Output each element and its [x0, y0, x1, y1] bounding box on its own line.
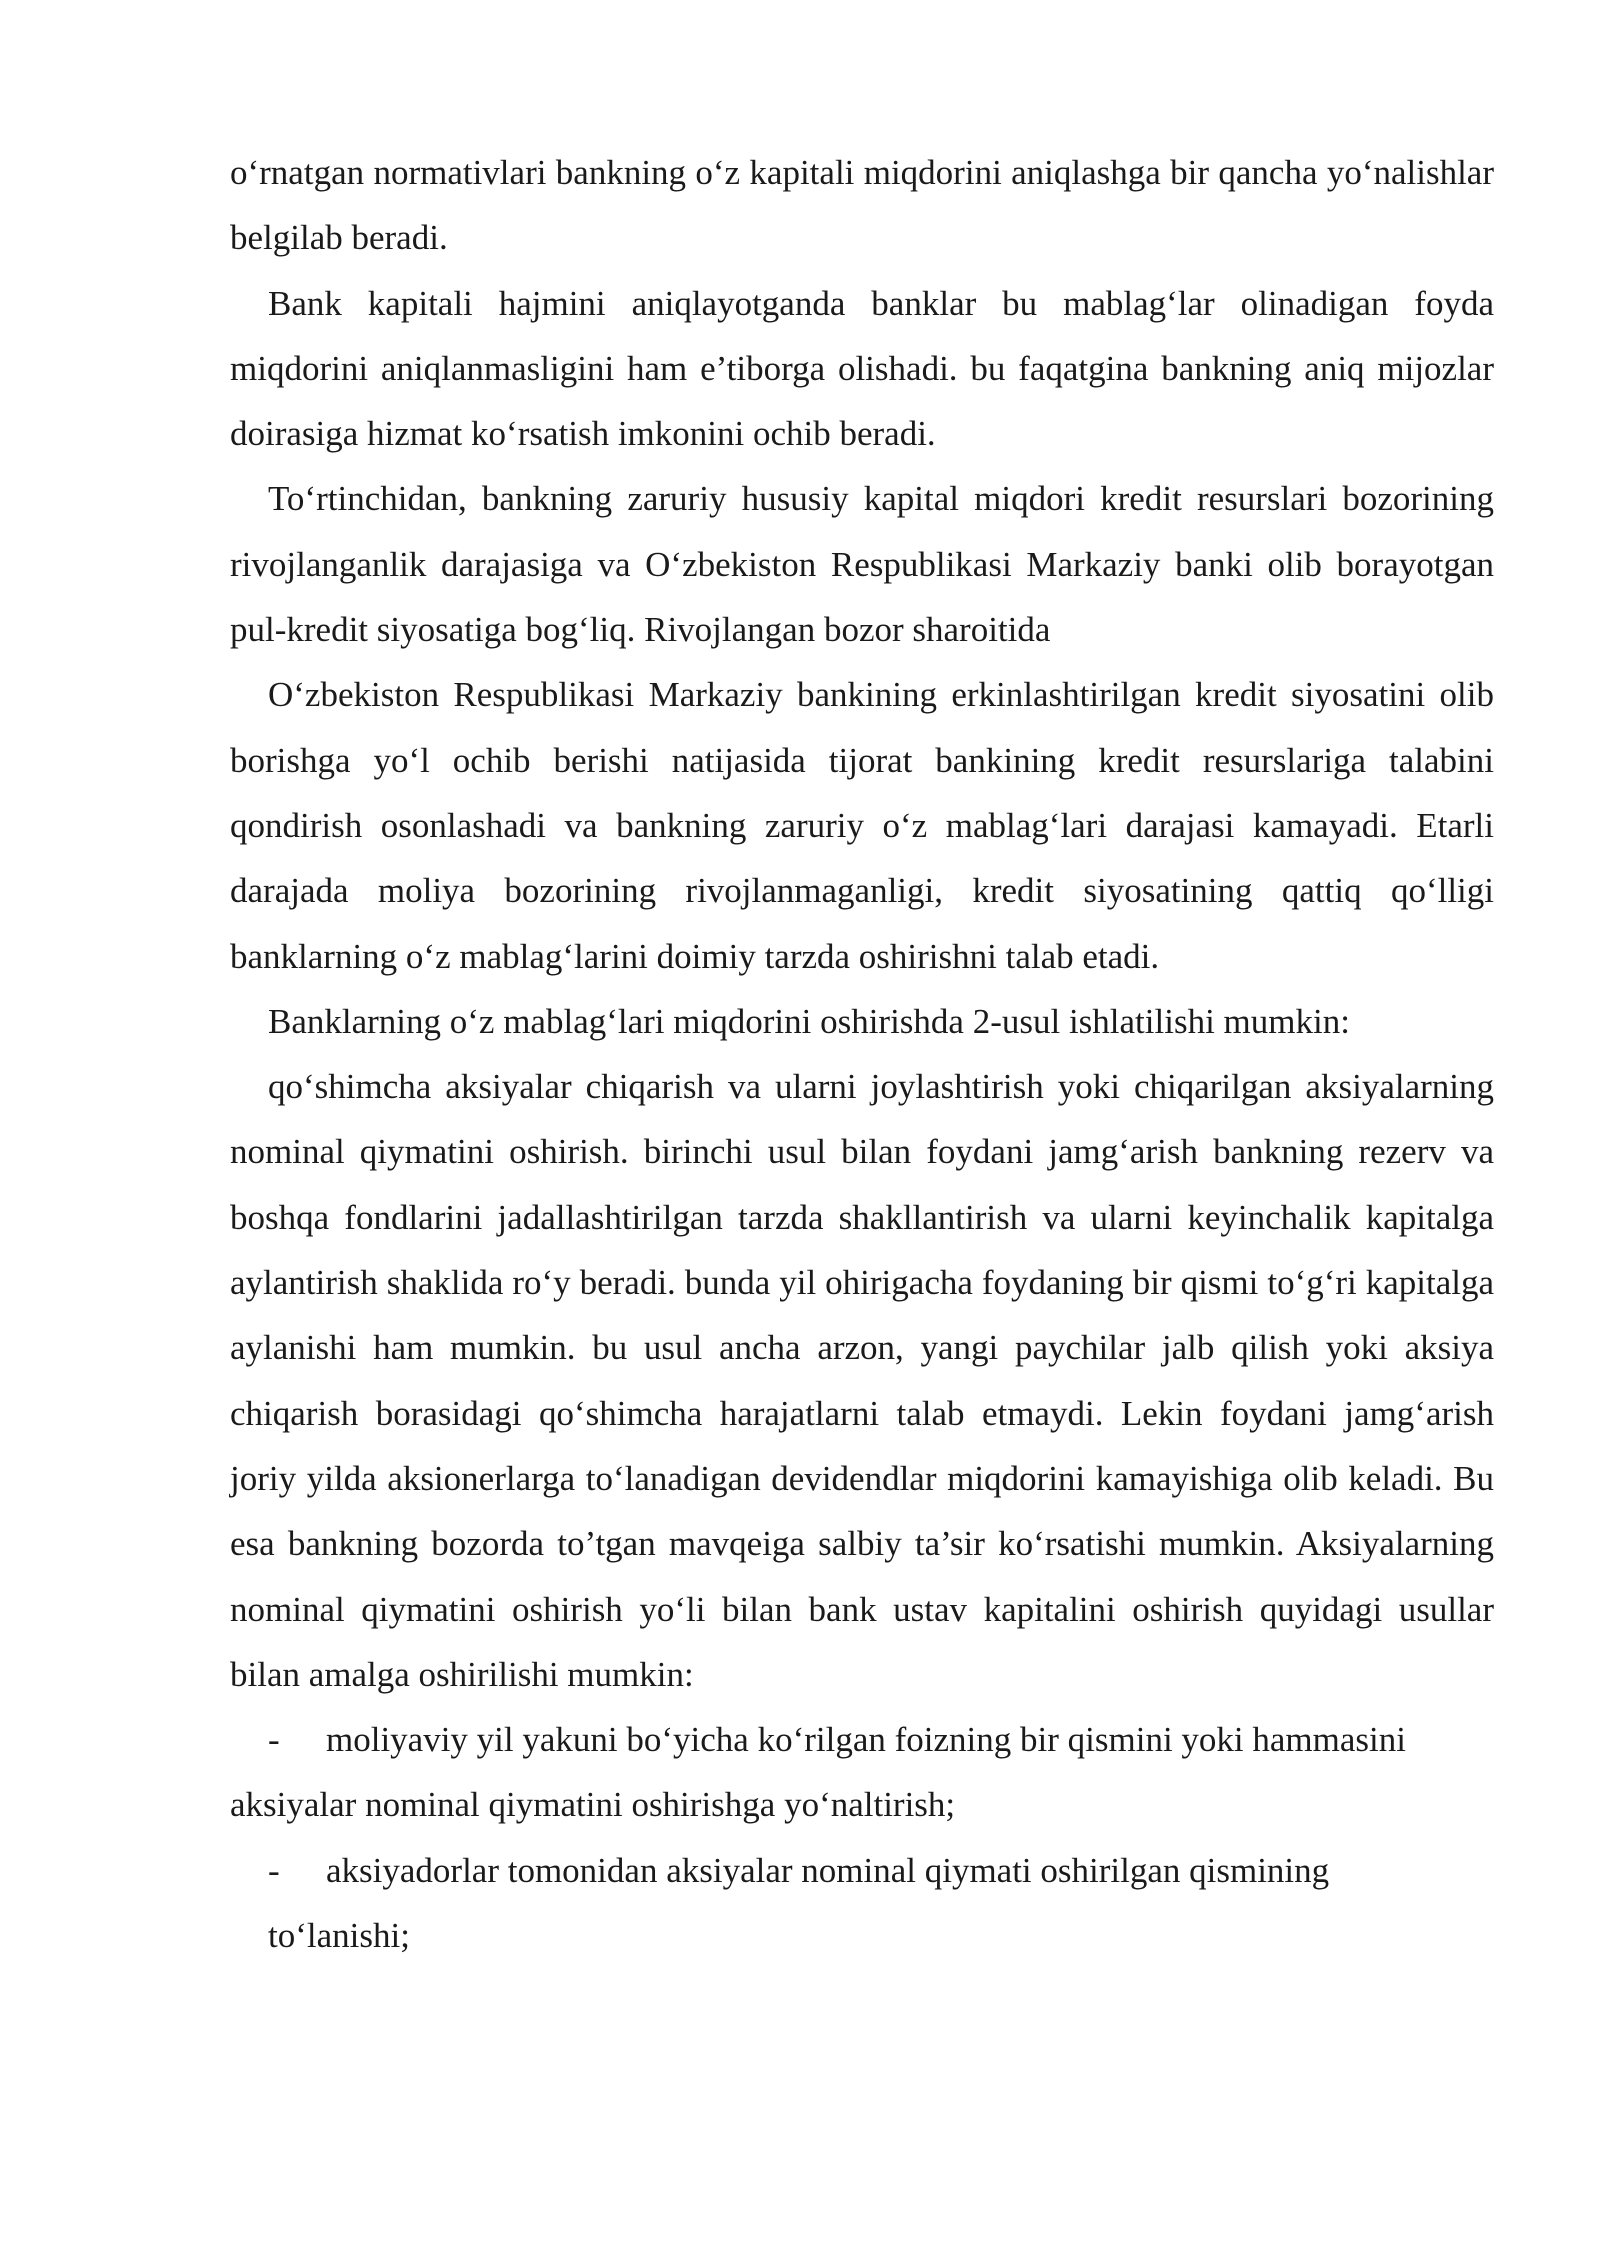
- document-page: [230, 140, 1494, 1968]
- list-item-text: moliyaviy yil yakuni bo‘yicha ko‘rilgan foizning bir qismini yoki hammasini aksiyalar nominal qiymatini oshirishga yo‘naltirish;: [230, 1720, 1406, 1825]
- paragraph-5: Banklarning o‘z mablag‘lari miqdorini oshirishda 2-usul ishlatilishi mumkin:: [268, 1001, 1350, 1041]
- list-marker: -: [268, 1720, 280, 1760]
- paragraph-1: o‘rnatgan normativlari bankning o‘z kapitali miqdorini aniqlashga bir qancha yo‘nalishlar belgilab beradi.: [230, 153, 1494, 258]
- list-item: [230, 1707, 1494, 1838]
- list-item-continuation: to‘lanishi;: [268, 1916, 410, 1956]
- paragraph-2: Bank kapitali hajmini aniqlayotganda banklar bu mablag‘lar olinadigan foyda miqdorini aniqlanmasligini ham e’tiborga olishadi. bu faqatgina bankning aniq mijozlar doirasiga hizmat ko‘rsatish imkonini ochib beradi.: [230, 283, 1494, 454]
- paragraph-4: O‘zbekiston Respublikasi Markaziy bankining erkinlashtirilgan kredit siyosatini olib borishga yo‘l ochib berishi natijasida tijorat bankining kredit resurslariga talabini qondirish osonlashadi va bankning zaruriy o‘z mablag‘lari darajasi kamayadi. Etarli darajada moliya bozorining rivojlanmaganligi, kredit siyosatining qattiq qo‘lligi banklarning o‘z mablag‘larini doimiy tarzda oshirishni talab etadi.: [230, 675, 1494, 976]
- list-marker: -: [268, 1850, 280, 1890]
- paragraph-3: To‘rtinchidan, bankning zaruriy hususiy kapital miqdori kredit resurslari bozorining rivojlanganlik darajasiga va O‘zbekiston Respublikasi Markaziy banki olib borayotgan pul-kredit siyosatiga bog‘liq. Rivojlangan bozor sharoitida: [230, 479, 1494, 650]
- paragraph-6: qo‘shimcha aksiyalar chiqarish va ularni joylashtirish yoki chiqarilgan aksiyalarning nominal qiymatini oshirish. birinchi usul bilan foydani jamg‘arish bankning rezerv va boshqa fondlarini jadallashtirilgan tarzda shakllantirish va ularni keyinchalik kapitalga aylantirish shaklida ro‘y beradi. bunda yil ohirigacha foydaning bir qismi to‘g‘ri kapitalga aylanishi ham mumkin. bu usul ancha arzon, yangi paychilar jalb qilish yoki aksiya chiqarish borasidagi qo‘shimcha harajatlarni talab etmaydi. Lekin foydani jamg‘arish joriy yilda aksionerlarga to‘lanadigan devidendlar miqdorini kamayishiga olib keladi. Bu esa bankning bozorda to’tgan mavqeiga salbiy ta’sir ko‘rsatishi mumkin. Aksiyalarning nominal qiymatini oshirish yo‘li bilan bank ustav kapitalini oshirish quyidagi usullar bilan amalga oshirilishi mumkin:: [230, 1067, 1494, 1694]
- list-item-text: aksiyadorlar tomonidan aksiyalar nominal qiymati oshirilgan qismining: [326, 1850, 1330, 1890]
- list-item: [230, 1838, 1494, 1969]
